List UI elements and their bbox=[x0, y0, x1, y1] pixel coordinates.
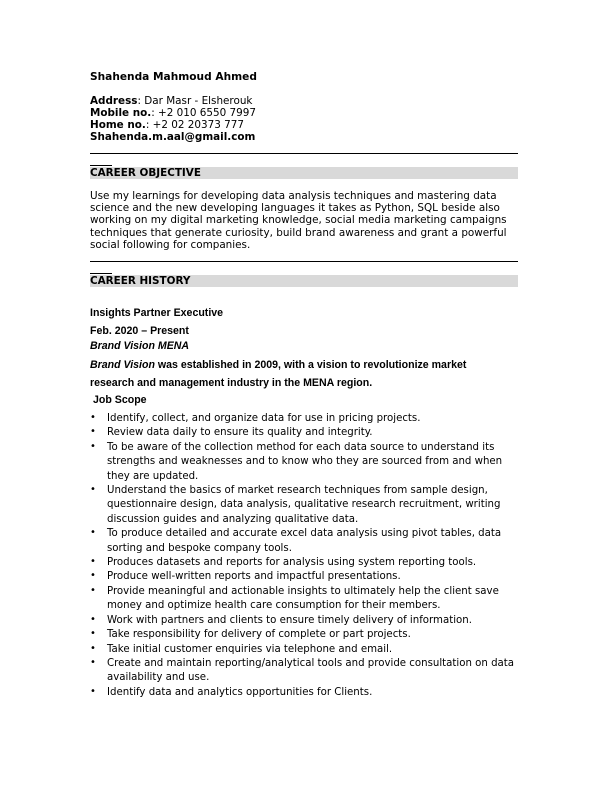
home-label: Home no. bbox=[90, 119, 146, 131]
list-item: • Provide meaningful and actionable insights to ultimately help the client save money and optimize health care consumption for their members. bbox=[90, 585, 520, 614]
company-name: Brand Vision MENA bbox=[90, 340, 190, 352]
list-item: • Identify, collect, and organize data for use in pricing projects. bbox=[90, 412, 520, 426]
divider bbox=[90, 261, 518, 262]
job-title: Insights Partner Executive bbox=[90, 307, 224, 319]
mobile-line bbox=[90, 107, 256, 119]
objective-text: Use my learnings for developing data analysis techniques and mastering data science and the new developing languages it takes as Python, SQL beside also working on my digital marketing knowledge, social media marketing campaigns techniques that generate curiosity, build brand awareness and grant a powerful social following for companies. bbox=[90, 190, 507, 251]
mobile-value: : +2 010 6550 7997 bbox=[151, 107, 256, 119]
list-item: • Understand the basics of market research techniques from sample design, questionnaire design, data analysis, qualitative research recruitment, writing discussion guides and analyzing qualitative data. bbox=[90, 484, 520, 527]
job-scope-list bbox=[90, 412, 520, 700]
short-divider bbox=[90, 165, 112, 166]
address-line bbox=[90, 95, 256, 107]
list-item: • Take responsibility for delivery of complete or part projects. bbox=[90, 628, 520, 642]
address-label: Address bbox=[90, 95, 138, 107]
list-item: • Create and maintain reporting/analytical tools and provide consultation on data availability and use. bbox=[90, 657, 520, 686]
address-value: : Dar Masr - Elsherouk bbox=[137, 95, 253, 107]
email: Shahenda.m.aal@gmail.com bbox=[90, 131, 256, 143]
list-item: • Take initial customer enquiries via telephone and email. bbox=[90, 643, 520, 657]
section-heading-history: CAREER HISTORY bbox=[90, 275, 518, 287]
job-scope-heading: Job Scope bbox=[93, 394, 147, 406]
list-item: • To be aware of the collection method for each data source to understand its strengths and weaknesses and to know who they are sourced from and when they are updated. bbox=[90, 441, 520, 484]
divider bbox=[90, 153, 518, 154]
mobile-label: Mobile no. bbox=[90, 107, 152, 119]
list-item: • Review data daily to ensure its quality and integrity. bbox=[90, 426, 520, 440]
list-item: • Work with partners and clients to ensure timely delivery of information. bbox=[90, 614, 520, 628]
section-heading-objective: CAREER OBJECTIVE bbox=[90, 167, 518, 179]
desc-1: was established in 2009, with a vision to revolutionize market bbox=[154, 359, 467, 371]
list-item: • Produces datasets and reports for analysis using system reporting tools. bbox=[90, 556, 520, 570]
job-period: Feb. 2020 – Present bbox=[90, 325, 189, 337]
list-item: • Identify data and analytics opportunities for Clients. bbox=[90, 686, 520, 700]
company-short: Brand Vision bbox=[90, 359, 155, 371]
contact-block bbox=[90, 95, 256, 143]
list-item: • Produce well-written reports and impactful presentations. bbox=[90, 570, 520, 584]
company-description-line-2: research and management industry in the MENA region. bbox=[90, 377, 373, 389]
list-item: • To produce detailed and accurate excel data analysis using pivot tables, data sorting and bespoke company tools. bbox=[90, 527, 520, 556]
home-value: : +2 02 20373 777 bbox=[145, 119, 244, 131]
candidate-name: Shahenda Mahmoud Ahmed bbox=[90, 71, 257, 83]
short-divider bbox=[90, 273, 112, 274]
home-line bbox=[90, 119, 256, 131]
company-description-line-1 bbox=[90, 359, 466, 371]
